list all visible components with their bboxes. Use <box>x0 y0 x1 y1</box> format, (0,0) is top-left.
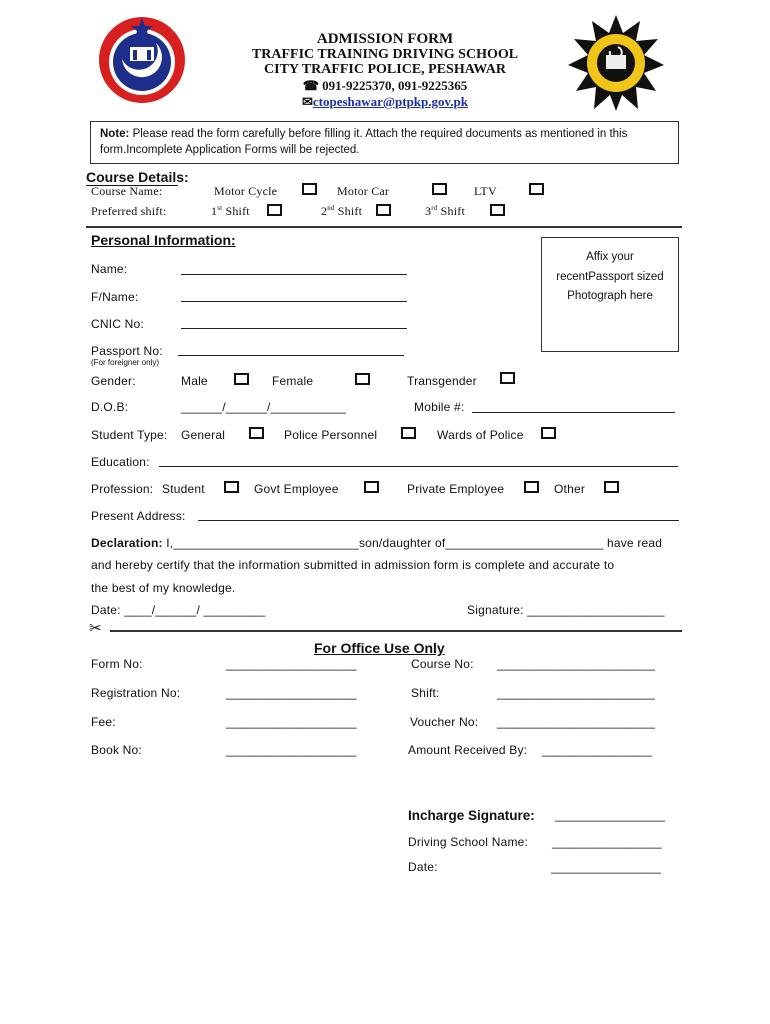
mobile-field[interactable] <box>472 412 675 413</box>
declaration-label: Declaration: <box>91 536 163 550</box>
shift-1-label: 1st Shift <box>211 204 250 218</box>
cut-line <box>110 630 682 632</box>
cnic-field[interactable] <box>181 328 407 329</box>
department-name: CITY TRAFFIC POLICE, PESHAWAR <box>264 62 506 77</box>
course-details-heading: Course Details: <box>86 169 189 185</box>
profession-label: Profession: <box>91 482 154 496</box>
book-no-label: Book No: <box>91 743 142 757</box>
form-no-field[interactable]: ___________________ <box>226 657 357 671</box>
father-name-label: F/Name: <box>91 290 139 304</box>
police-logo-left <box>97 15 187 105</box>
profession-other-label: Other <box>554 482 586 496</box>
driving-school-name-label: Driving School Name: <box>408 835 529 849</box>
dob-field[interactable]: ______/______/___________ <box>181 400 347 414</box>
shift-1-checkbox[interactable] <box>267 204 282 216</box>
photo-box: Affix your recentPassport sized Photograph here <box>541 237 679 352</box>
email-link[interactable]: ctopeshawar@ptpkp.gov.pk <box>312 94 469 109</box>
shift-2-label: 2nd Shift <box>321 204 363 218</box>
name-label: Name: <box>91 262 128 276</box>
type-police-checkbox[interactable] <box>401 427 416 439</box>
gender-male-checkbox[interactable] <box>234 373 249 385</box>
gender-male-label: Male <box>181 374 208 388</box>
declaration-line-3: the best of my knowledge. <box>91 581 236 595</box>
personal-info-heading: Personal Information: <box>91 232 236 248</box>
fee-label: Fee: <box>91 715 116 729</box>
gender-transgender-label: Transgender <box>407 374 477 388</box>
declaration-date[interactable]: Date: ____/______/ _________ <box>91 603 266 617</box>
education-field[interactable] <box>159 466 678 467</box>
gender-label: Gender: <box>91 374 136 388</box>
registration-no-label: Registration No: <box>91 686 181 700</box>
phone-line <box>200 78 570 94</box>
school-name: TRAFFIC TRAINING DRIVING SCHOOL <box>251 47 519 62</box>
type-wards-label: Wards of Police <box>437 428 524 442</box>
passport-label: Passport No: <box>91 344 163 358</box>
option-motor-car-label: Motor Car <box>337 184 390 198</box>
option-motor-cycle-label: Motor Cycle <box>214 184 278 198</box>
police-logo-right <box>566 13 666 113</box>
address-label: Present Address: <box>91 509 186 523</box>
office-shift-label: Shift: <box>411 686 440 700</box>
cnic-label: CNIC No: <box>91 317 144 331</box>
course-name-label: Course Name: <box>91 184 163 198</box>
office-date-label: Date: <box>408 860 438 874</box>
fee-field[interactable]: ___________________ <box>226 715 357 729</box>
father-name-field[interactable] <box>181 301 407 302</box>
incharge-signature-label: Incharge Signature: <box>408 808 535 823</box>
dob-label: D.O.B: <box>91 400 129 414</box>
motor-car-checkbox[interactable] <box>432 183 447 195</box>
address-field[interactable] <box>198 520 679 521</box>
motor-cycle-checkbox[interactable] <box>302 183 317 195</box>
passport-note: (For foreigner only) <box>91 358 160 367</box>
profession-other-checkbox[interactable] <box>604 481 619 493</box>
office-date-field[interactable]: ________________ <box>551 860 661 874</box>
mobile-label: Mobile #: <box>414 400 465 414</box>
amount-received-field[interactable]: ________________ <box>542 743 652 757</box>
student-type-label: Student Type: <box>91 428 168 442</box>
email-line <box>200 94 570 110</box>
gender-female-checkbox[interactable] <box>355 373 370 385</box>
gender-transgender-checkbox[interactable] <box>500 372 515 384</box>
scissors-icon: ✂ <box>89 620 102 637</box>
shift-3-checkbox[interactable] <box>490 204 505 216</box>
driving-school-name-field[interactable]: ________________ <box>552 835 662 849</box>
type-general-label: General <box>181 428 226 442</box>
profession-govt-label: Govt Employee <box>254 482 339 496</box>
voucher-no-label: Voucher No: <box>410 715 479 729</box>
shift-2-checkbox[interactable] <box>376 204 391 216</box>
type-wards-checkbox[interactable] <box>541 427 556 439</box>
profession-private-label: Private Employee <box>407 482 505 496</box>
option-ltv-label: LTV <box>474 184 497 198</box>
declaration-line-1 <box>91 536 662 550</box>
note-text: Please read the form carefully before filling it. Attach the required documents as mentioned in this form.Incomplete Application Forms will be rejected. <box>100 128 628 156</box>
declaration-text-1: I,___________________________son/daughter of_______________________ have read <box>162 536 663 550</box>
declaration-signature[interactable]: Signature: ____________________ <box>467 603 665 617</box>
education-label: Education: <box>91 455 150 469</box>
form-no-label: Form No: <box>91 657 143 671</box>
amount-received-label: Amount Received By: <box>408 743 528 757</box>
office-use-heading: For Office Use Only <box>314 640 445 656</box>
preferred-shift-label: Preferred shift: <box>91 204 167 218</box>
passport-field[interactable] <box>178 355 404 356</box>
course-no-field[interactable]: _______________________ <box>497 657 656 671</box>
declaration-line-2: and hereby certify that the information submitted in admission form is complete and accurate to <box>91 558 615 572</box>
profession-govt-checkbox[interactable] <box>364 481 379 493</box>
course-divider <box>86 226 682 228</box>
profession-student-label: Student <box>162 482 205 496</box>
note-label: Note: <box>100 128 130 140</box>
profession-student-checkbox[interactable] <box>224 481 239 493</box>
note-box <box>90 121 679 164</box>
phone-numbers: 091-9225370, 091-9225365 <box>322 78 468 93</box>
book-no-field[interactable]: ___________________ <box>226 743 357 757</box>
profession-private-checkbox[interactable] <box>524 481 539 493</box>
gender-female-label: Female <box>272 374 314 388</box>
shift-3-label: 3rd Shift <box>425 204 465 218</box>
voucher-no-field[interactable]: _______________________ <box>497 715 656 729</box>
office-shift-field[interactable]: _______________________ <box>497 686 656 700</box>
type-police-label: Police Personnel <box>284 428 378 442</box>
type-general-checkbox[interactable] <box>249 427 264 439</box>
course-no-label: Course No: <box>411 657 474 671</box>
mail-icon: ✉ <box>301 94 313 109</box>
phone-icon: ☎ <box>302 78 323 93</box>
incharge-signature-field[interactable]: ________________ <box>555 808 665 822</box>
form-title: ADMISSION FORM <box>316 31 454 47</box>
name-field[interactable] <box>181 274 407 275</box>
registration-no-field[interactable]: ___________________ <box>226 686 357 700</box>
ltv-checkbox[interactable] <box>529 183 544 195</box>
